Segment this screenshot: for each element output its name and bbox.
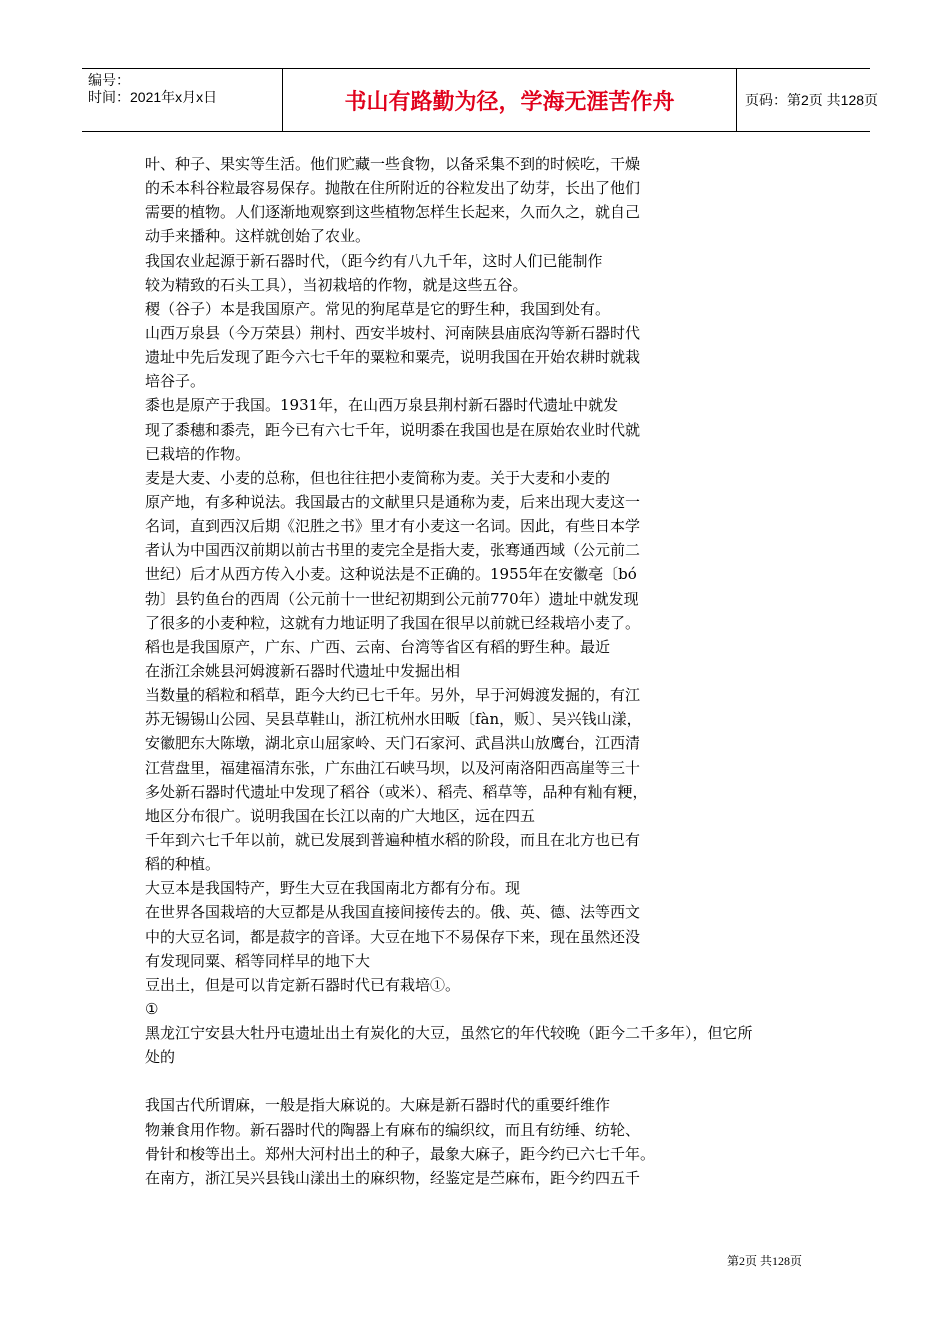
text-line: 山西万泉县（今万荣县）荆村、西安半坡村、河南陕县庙底沟等新石器时代 bbox=[145, 323, 641, 342]
text-line: 多处新石器时代遗址中发现了稻谷（或米）、稻壳、稻草等，品种有籼有粳， bbox=[145, 782, 648, 801]
page-footer: 第2页 共128页 bbox=[726, 1254, 802, 1268]
text-line: 江营盘里，福建福清东张，广东曲江石峡马坝，以及河南洛阳西高崖等三十 bbox=[145, 758, 641, 777]
text-line: 苏无锡锡山公园、吴县草鞋山，浙江杭州水田畈〔fàn，贩〕、吴兴钱山漾， bbox=[145, 710, 642, 729]
text-line bbox=[145, 1069, 825, 1093]
text-line: 在世界各国栽培的大豆都是从我国直接间接传去的。俄、英、德、法等西文 bbox=[145, 903, 641, 922]
text-line: 动手来播种。这样就创始了农业。 bbox=[145, 227, 371, 246]
text-line: 千年到六七千年以前，就已发展到普遍种植水稻的阶段，而且在北方也已有 bbox=[145, 830, 641, 849]
text-line: 地区分布很广。说明我国在长江以南的广大地区，远在四五 bbox=[145, 806, 536, 825]
text-line: 稷（谷子）本是我国原产。常见的狗尾草是它的野生种，我国到处有。 bbox=[145, 299, 611, 318]
text-line: 叶、种子、果实等生活。他们贮藏一些食物，以备采集不到的时候吃，干燥 bbox=[145, 155, 641, 173]
text-line: 培谷子。 bbox=[145, 372, 206, 391]
header-meta bbox=[82, 69, 282, 131]
text-line: ① bbox=[145, 999, 159, 1018]
text-line: 有发现同粟、稻等同样早的地下大 bbox=[145, 951, 371, 970]
text-line: 物兼食用作物。新石器时代的陶器上有麻布的编织纹，而且有纺缍、纺轮、 bbox=[145, 1120, 641, 1139]
document-time-label: 时间：2021年x月x日 bbox=[88, 89, 218, 105]
text-line: 在浙江余姚县河姆渡新石器时代遗址中发掘出相 bbox=[145, 661, 461, 680]
text-line: 遗址中先后发现了距今六七千年的粟粒和粟壳，说明我国在开始农耕时就栽 bbox=[145, 348, 641, 367]
text-line: 的禾本科谷粒最容易保存。抛散在住所附近的谷粒发出了幼芽，长出了他们 bbox=[145, 179, 641, 198]
text-line: 需要的植物。人们逐渐地观察到这些植物怎样生长起来，久而久之，就自己 bbox=[145, 203, 641, 222]
text-line: 黑龙江宁安县大牡丹屯遗址出土有炭化的大豆，虽然它的年代较晚（距今二千多年），但它所 bbox=[145, 1024, 753, 1043]
text-line: 较为精致的石头工具），当初栽培的作物，就是这些五谷。 bbox=[145, 275, 528, 294]
text-line: 我国古代所谓麻，一般是指大麻说的。大麻是新石器时代的重要纤维作 bbox=[145, 1096, 611, 1115]
text-line: 大豆本是我国特产，野生大豆在我国南北方都有分布。现 bbox=[145, 879, 521, 898]
text-line: 在南方，浙江吴兴县钱山漾出土的麻织物，经鉴定是苎麻布，距今约四五千 bbox=[145, 1168, 641, 1187]
text-line: 者认为中国西汉前期以前古书里的麦完全是指大麦，张骞通西域（公元前二 bbox=[145, 541, 641, 560]
text-line: 中的大豆名词，都是菽字的音译。大豆在地下不易保存下来，现在虽然还没 bbox=[145, 927, 641, 946]
text-line: 黍也是原产于我国。1931年，在山西万泉县荆村新石器时代遗址中就发 bbox=[145, 396, 619, 415]
page-header bbox=[82, 68, 879, 132]
text-line: 我国农业起源于新石器时代，（距今约有八九千年，这时人们已能制作 bbox=[145, 251, 603, 270]
text-line: 麦是大麦、小麦的总称，但也往往把小麦简称为麦。关于大麦和小麦的 bbox=[145, 468, 611, 487]
text-line: 安徽肥东大陈墩，湖北京山屈家岭、天门石家河、武昌洪山放鹰台，江西清 bbox=[145, 734, 641, 753]
text-line: 名词，直到西汉后期《氾胜之书》里才有小麦这一名词。因此，有些日本学 bbox=[145, 517, 641, 536]
document-id-label: 编号： bbox=[88, 72, 130, 88]
text-line: 稻也是我国原产，广东、广西、云南、台湾等省区有稻的野生种。最近 bbox=[145, 637, 611, 656]
text-line: 稻的种植。 bbox=[145, 855, 221, 874]
text-line: 了很多的小麦种粒，这就有力地证明了我国在很早以前就已经栽培小麦了。 bbox=[145, 613, 641, 632]
text-line: 豆出土，但是可以肯定新石器时代已有栽培①。 bbox=[145, 975, 461, 994]
text-line: 处的 bbox=[145, 1048, 176, 1067]
text-line: 骨针和梭等出土。郑州大河村出土的种子，最象大麻子，距今约已六七千年。 bbox=[145, 1144, 656, 1163]
text-line: 勃〕县钓鱼台的西周（公元前十一世纪初期到公元前770年）遗址中就发现 bbox=[145, 589, 639, 608]
body-text bbox=[145, 152, 825, 1190]
header-motto: 书山有路勤为径，学海无涯苦作舟 bbox=[282, 69, 737, 131]
text-line: 当数量的稻粒和稻草，距今大约已七千年。另外，早于河姆渡发掘的，有江 bbox=[145, 686, 641, 705]
text-line: 原产地，有多种说法。我国最古的文献里只是通称为麦，后来出现大麦这一 bbox=[145, 492, 641, 511]
text-line: 已栽培的作物。 bbox=[145, 444, 251, 463]
text-line: 世纪）后才从西方传入小麦。这种说法是不正确的。1955年在安徽亳〔bó bbox=[145, 565, 637, 584]
header-page-info: 页码：第2页 共128页 bbox=[745, 92, 879, 108]
text-line: 现了黍穗和黍壳，距今已有六七千年，说明黍在我国也是在原始农业时代就 bbox=[145, 420, 641, 439]
